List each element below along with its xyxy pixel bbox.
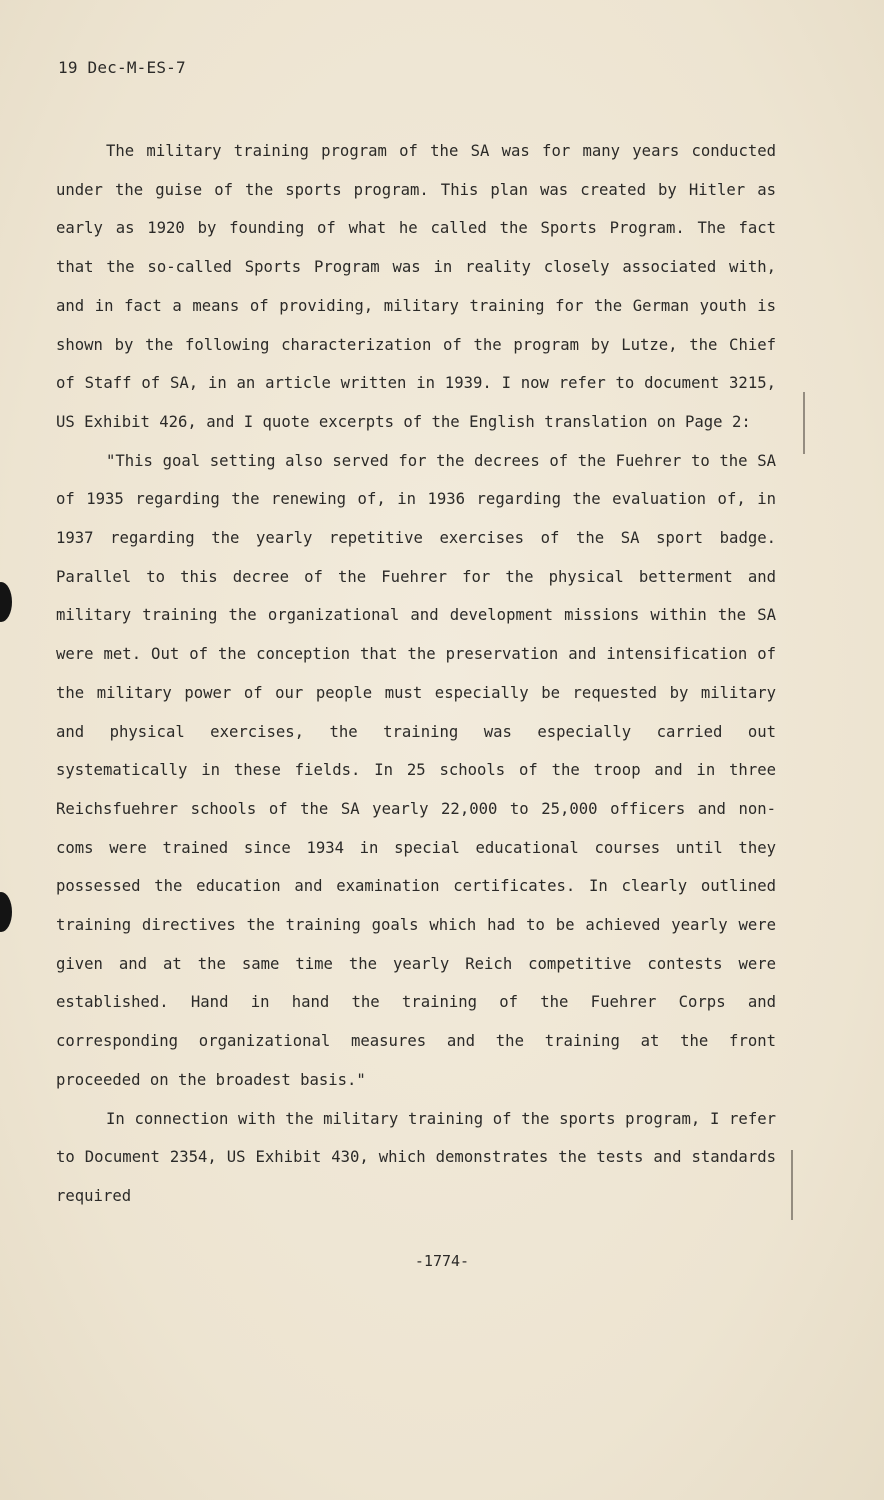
margin-mark-upper [803,392,805,454]
margin-mark-lower [791,1150,793,1220]
paragraph-quote: "This goal setting also served for the decrees of the Fuehrer to the SA of 1935 regarding the renewing of, in 1936 regarding the evaluation of, in 1937 regarding the yearly repetitive exercises of the SA sport badge. Parallel to this decree of the Fuehrer for the physical betterment and military training the organizational and development missions within the SA were met. Out of the conception that the preservation and intensification of the military power of our people must especially be requested by military and physical exercises, the training was especially carried out systematically in these fields. In 25 schools of the troop and in three Reichsfuehrer schools of the SA yearly 22,000 to 25,000 officers and non-coms were trained since 1934 in special educational courses until they possessed the education and examination certificates. In clearly outlined training directives the training goals which had to be achieved yearly were given and at the same time the yearly Reich competitive contests were established. Hand in hand the training of the Fuehrer Corps and corresponding organizational measures and the training at the front proceeded on the broadest basis." [56,451,776,1089]
punch-hole-upper [0,582,12,622]
paragraph-closing: In connection with the military training of the sports program, I refer to Document 2354, US Exhibit 430, which demonstrates the tests and standards required [56,1109,776,1205]
document-reference: 19 Dec-M-ES-7 [58,58,186,77]
page-number: -1774- [414,1252,470,1270]
paragraph-intro: The military training program of the SA was for many years conducted under the guise of the sports program. This plan was created by Hitler as early as 1920 by founding of what he called the Sports Program. The fact that the so-called Sports Program was in reality closely associated with, and in fact a means of providing, military training for the German youth is shown by the following characterization of the program by Lutze, the Chief of Staff of SA, in an article written in 1939. I now refer to document 3215, US Exhibit 426, and I quote excerpts of the English translation on Page 2: [56,142,776,431]
body-text [56,132,776,1216]
punch-hole-lower [0,892,12,932]
